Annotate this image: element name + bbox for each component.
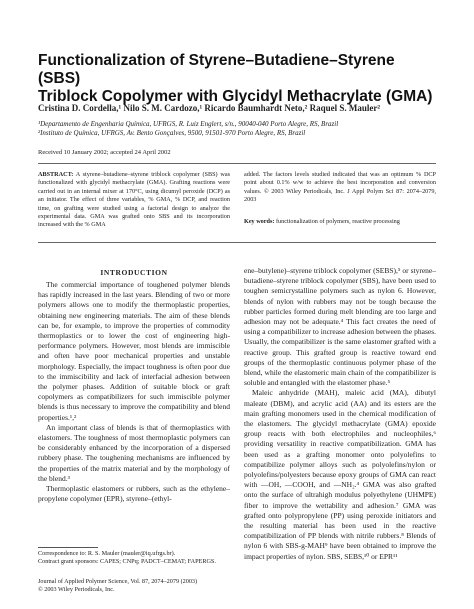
abstract-left <box>38 171 230 230</box>
grant-note: Contract grant sponsors: CAPES; CNPq; PADCT–CEMAT; FAPERGS. <box>38 558 216 565</box>
journal-citation: Journal of Applied Polymer Science, Vol. 87, 2074–2079 (2003) <box>38 578 198 585</box>
title-line-2: Triblock Copolymer with Glycidyl Methacrylate (GMA) <box>38 88 433 105</box>
copyright: © 2003 Wiley Periodicals, Inc. <box>38 586 115 593</box>
keywords <box>244 218 436 226</box>
authors: Cristina D. Cordella,¹ Nilo S. M. Cardozo,¹ Ricardo Baumhardt Neto,² Raquel S. Mauler² <box>38 103 381 113</box>
divider-bottom <box>38 242 436 243</box>
affiliation-2: ²Instituto de Química, UFRGS, Av. Bento Gonçalves, 9500, 91501-970 Porto Alegre, RS, Brazil <box>38 129 306 137</box>
affiliation-1: ¹Departamento de Engenharia Química, UFRGS, R. Luiz Englert, s/n., 90040-040 Porto Alegre, RS, Brazil <box>38 120 339 128</box>
correspondence-note: Correspondence to: R. S. Mauler (mauler@iq.ufrgs.br). <box>38 550 176 557</box>
footnotes <box>38 550 230 566</box>
abstract-right: added. The factors levels studied indicated that was an optimum % DCP point about 0.1% w/w to achieve the best incorporation and conversion values. © 2003 Wiley Periodicals, Inc. J Appl Polym Sci 87: 2074–2079, 2003 <box>244 171 436 204</box>
abstract-text-left: A styrene–butadiene–styrene triblock copolymer (SBS) was functionalized with glycidyl methacrylate (GMA). Grafting reactions were carried out in an internal mixer at 170°C, using dicumyl peroxide (DCP) as an initiator. The effect of three variables, % GMA, % DCP, and reaction time, on grafting were studied using a factorial design to analyze the experimental data. GMA was grafted onto SBS and its incorporation increased with the % GMA <box>38 171 230 229</box>
body-column-right <box>244 266 436 562</box>
body-column-left <box>38 280 230 504</box>
abstract-label: ABSTRACT: <box>38 171 74 178</box>
paragraph: Thermoplastic elastomers or rubbers, such as the ethylene–propylene copolymer (EPR), styrene–(ethyl- <box>38 484 230 504</box>
introduction-heading: INTRODUCTION <box>100 268 168 277</box>
journal-info <box>38 578 230 594</box>
keywords-label: Key words: <box>244 218 275 225</box>
received-date: Received 10 January 2002; accepted 24 April 2002 <box>38 149 171 156</box>
paragraph: An important class of blends is that of thermoplastics with elastomers. The toughness of most thermoplastic polymers can be considerably enhanced by the incorporation of a dispersed rubbery phase. The toughening mechanisms are influenced by the properties of the matrix material and by the morphology of the blend.³ <box>38 422 230 483</box>
paragraph: Maleic anhydride (MAH), maleic acid (MA), dibutyl maleate (DBM), and acrylic acid (AA) and its esters are the main grafting monomers used in the chemical modification of the elastomers. The glycidyl methacrylate (GMA) epoxide group reacts with both electrophiles and nucleophiles,⁶ providing versatility in reactive compatibilization. GMA has been used as a grafting monomer onto polyolefins to compatibilize polymer alloys such as polyolefins/nylon or polyolefins/polyesters because epoxy groups of GMA can react with —OH, —COOH, and —NH₂.⁴ GMA was also grafted onto the surface of ultrahigh modulus polyethylene (UHMPE) fiber to improve the wettability and adhesion.⁷ GMA was grafted onto polypropylene (PP) using peroxide initiators and the resulting material has been used in the reactive compatibilization of PP blends with nitrile rubbers.⁸ Blends of nylon 6 with SBS-g-MAH⁹ have been obtained to improve the impact properties of nylon. SBS, SEBS,¹⁰ or EPR¹¹ <box>244 388 436 561</box>
divider-top <box>38 163 436 164</box>
keywords-text: functionalization of polymers, reactive processing <box>275 218 400 225</box>
paragraph: The commercial importance of toughened polymer blends has rapidly increased in the last years. Blending of two or more polymers allows one to modify the thermoplastic properties, obtaining new engineering materials. The aim of these blends can be, for example, to improve the properties of commodity thermoplastics or to lower the cost of engineering high-performance polymers. However, most blends are immiscible and often have poor mechanical properties and unstable morphology. Especially, the impact toughness is often poor due to the immiscibility and lack of interfacial adhesion between the polymer phases. Addition of suitable block or graft copolymers as compatibilizers for such immiscible polymer blends is thus necessary to improve the compatibility and blend properties.¹,² <box>38 280 230 422</box>
footnote-divider <box>38 547 98 548</box>
title-line-1: Functionalization of Styrene–Butadiene–Styrene (SBS) <box>38 52 395 87</box>
paragraph: ene–butylene)–styrene triblock copolymer (SEBS),⁵ or styrene–butadiene–styrene triblock copolymer (SBS), have been used to toughen semicrystalline polymers such as nylon 6. However, blends of nylon with rubbers may not be tough because the rubber particles formed during melt blending are too large and adhesion may not be adequate.⁴ This fact creates the need of using a compatibilizer to increase adhesion between the phases. Usually, the compatibilizer is the same elastomer grafted with a reactive group. This grafted group is reactive toward end groups of the thermoplastic continuous polymer phase of the blend, while the elastomeric main chain of the compatibilizer is soluble and entangled with the elastomer phase.⁵ <box>244 266 436 388</box>
paper-title <box>38 52 438 106</box>
affiliations <box>38 120 438 138</box>
